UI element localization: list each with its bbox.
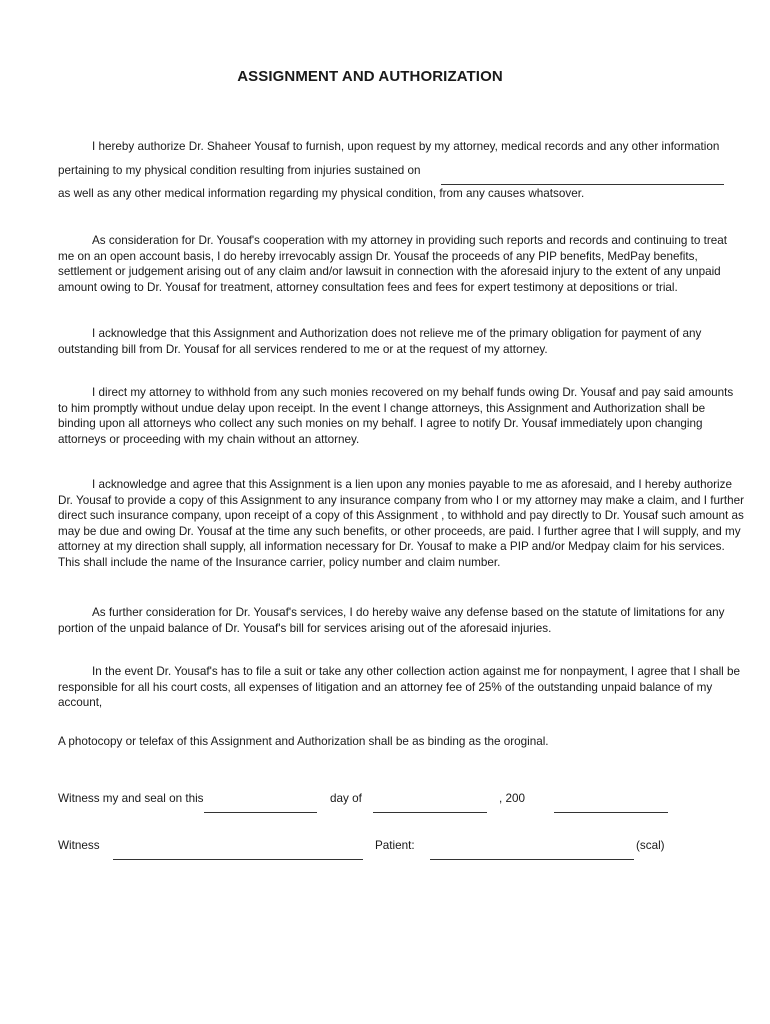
document-title: ASSIGNMENT AND AUTHORIZATION xyxy=(237,68,503,85)
injury-date-field[interactable] xyxy=(441,184,724,185)
patient-label: Patient: xyxy=(375,839,415,852)
p1-line1: I hereby authorize Dr. Shaheer Yousaf to furnish, upon request by my attorney, medical records and any other information xyxy=(92,140,720,153)
photocopy-statement: A photocopy or telefax of this Assignment and Authorization shall be as binding as the oroginal. xyxy=(58,735,549,748)
witness-seal-label: Witness my and seal on this xyxy=(58,792,204,805)
year-label: , 200 xyxy=(499,792,525,805)
month-field[interactable] xyxy=(373,812,487,813)
seal-label: (scal) xyxy=(636,839,665,852)
waive-defense-paragraph: As further consideration for Dr. Yousaf's services, I do hereby waive any defense based on the statute of limitations for any portion of the unpaid balance of Dr. Yousaf's bill for services arising out of the aforesaid injuries. xyxy=(58,606,725,635)
witness-signature-field[interactable] xyxy=(113,859,363,860)
day-field[interactable] xyxy=(204,812,317,813)
witness-label: Witness xyxy=(58,839,100,852)
p1-line3: as well as any other medical information regarding my physical condition, from any causes whatsover. xyxy=(58,187,585,200)
lien-paragraph: I acknowledge and agree that this Assignment is a lien upon any monies payable to me as aforesaid, and I hereby authorize Dr. Yousaf to provide a copy of this Assignment to any insurance company from who I or my attorney may make a claim, and I further direct such insurance company, upon receipt of a copy of this Assignment , to withhold and pay directly to Dr. Yousaf such amount as may be due and owing Dr. Yousaf at the time any such benefits, or other proceeds, are paid. I further agree that I will supply, and my attorney at my direction shall supply, all information necessary for Dr. Yousaf to make a PIP and/or Medpay claim for his services. This shall include the name of the Insurance carrier, policy number and claim number. xyxy=(58,478,744,569)
patient-signature-field[interactable] xyxy=(430,859,634,860)
year-field[interactable] xyxy=(554,812,668,813)
collection-paragraph: In the event Dr. Yousaf's has to file a suit or take any other collection action against me for nonpayment, I agree that I shall be responsible for all his court costs, all expenses of litigation and an attorney fee of 25% of the outstanding unpaid balance of my account, xyxy=(58,665,741,710)
acknowledge-paragraph: I acknowledge that this Assignment and Authorization does not relieve me of the primary obligation for payment of any outstanding bill from Dr. Yousaf for all services rendered to me or at the request of my attorney. xyxy=(58,327,702,356)
day-of-label: day of xyxy=(330,792,362,805)
p1-line2: pertaining to my physical condition resulting from injuries sustained on xyxy=(58,164,421,177)
consideration-paragraph: As consideration for Dr. Yousaf's cooperation with my attorney in providing such reports and records and continuing to treat me on an open account basis, I do hereby irrevocably assign Dr. Yousaf the proceeds of any PIP benefits, MedPay benefits, settlement or judgement arising out of any claim and/or lawsuit in connection with the aforesaid injury to the extent of any unpaid amount owing to Dr. Yousaf for treatment, attorney consultation fees and fees for expert testimony at depositions or trial. xyxy=(58,234,728,294)
direct-attorney-paragraph: I direct my attorney to withhold from any such monies recovered on my behalf funds owing Dr. Yousaf and pay said amounts to him promptly without undue delay upon receipt. In the event I change attorneys, this Assignment and Authorization shall be binding upon all attorneys who collect any such monies on my behalf. I agree to notify Dr. Yousaf immediately upon changing attorneys or proceeding with my chain without an attorney. xyxy=(58,386,734,446)
